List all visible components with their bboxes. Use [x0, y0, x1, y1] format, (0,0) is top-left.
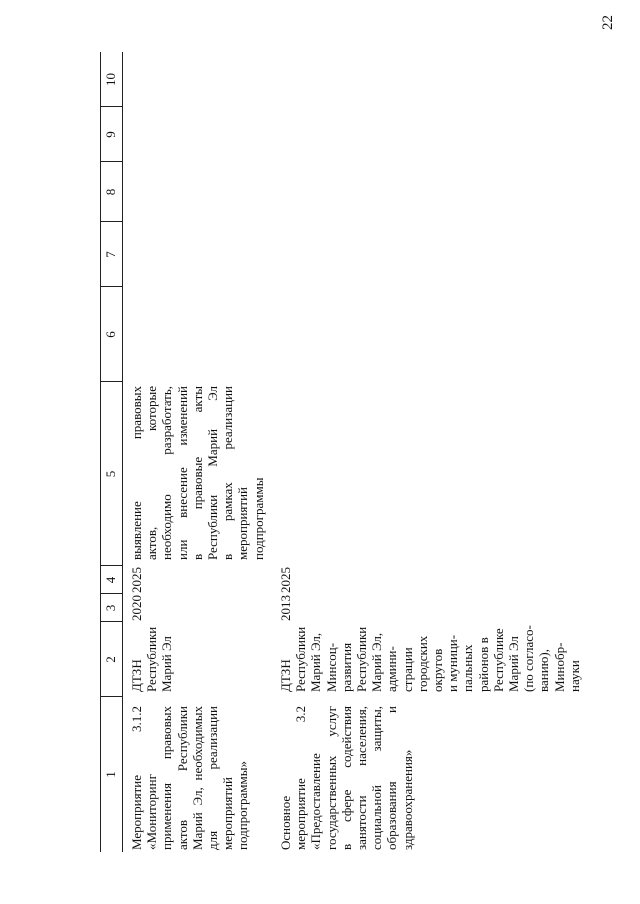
text-line: Республики	[144, 626, 160, 692]
text-line: Марий Эл	[159, 636, 175, 692]
column-number-7: 7	[103, 251, 118, 258]
column-number-10: 10	[103, 73, 118, 86]
row1-measure-name	[129, 706, 254, 850]
text-line: подпрограммы»	[235, 761, 251, 850]
text-line: мероприятий	[220, 777, 236, 850]
text-line: Марий Эл, необходимых	[189, 706, 205, 850]
column-number-9: 9	[103, 131, 118, 138]
row2-start-year: 2013	[278, 595, 293, 621]
text-line: админи-	[384, 646, 400, 692]
text-line: мероприятий	[235, 487, 251, 560]
row2-measure-name	[278, 706, 418, 850]
text-line: ванию),	[536, 649, 552, 692]
text-line: выявление правовых	[129, 386, 144, 560]
text-line: (по согласо-	[521, 625, 537, 692]
column-number-8: 8	[103, 188, 118, 196]
text-line: «Предоставление	[308, 753, 324, 850]
text-line: Республики Марий Эл	[205, 386, 221, 560]
row1-start-year: 2020	[129, 595, 144, 621]
text-line: пальных	[460, 644, 476, 692]
document-table	[100, 52, 640, 852]
text-line: для реализации	[205, 706, 221, 850]
text-line: страции	[399, 647, 415, 692]
text-line: округов	[430, 648, 446, 692]
text-line: образования и	[384, 706, 400, 850]
text-line: Основное	[278, 795, 293, 850]
text-line: занятости населения,	[354, 706, 370, 850]
header-divider	[122, 52, 123, 852]
row1-executor	[129, 620, 189, 692]
text-line: мероприятие 3.2	[293, 706, 309, 850]
text-line: и муници-	[445, 634, 461, 692]
text-line: Мероприятие 3.1.2	[129, 706, 144, 850]
text-line: ДТЗН	[129, 659, 144, 692]
page-number: 22	[600, 15, 616, 30]
text-line: районов в	[475, 637, 491, 692]
text-line: «Мониторинг	[144, 774, 160, 850]
text-line: подпрограммы	[250, 477, 266, 560]
text-line: Республики	[293, 626, 309, 692]
text-line: развития	[338, 642, 354, 692]
text-line: в правовые акты	[189, 386, 205, 560]
text-line: Республики	[354, 626, 370, 692]
column-number-3: 3	[103, 604, 118, 612]
text-line: Минсоц-	[323, 642, 339, 692]
text-line: в сфере содействия	[338, 706, 354, 850]
row2-executor	[278, 620, 588, 692]
row2-end-year: 2025	[278, 567, 293, 593]
text-line: Минобр-	[551, 642, 567, 692]
text-line: социальной защиты,	[369, 706, 385, 850]
text-line: в рамках реализации	[220, 386, 236, 560]
text-line: или внесение изменений	[174, 386, 190, 560]
row1-end-year: 2025	[129, 567, 144, 593]
text-line: применения правовых	[159, 706, 175, 850]
text-line: науки	[566, 660, 582, 692]
text-line: здравоохранения»	[399, 749, 415, 850]
text-line: Республике	[490, 628, 506, 692]
column-number-4: 4	[103, 576, 118, 584]
text-line: Марий Эл,	[369, 632, 385, 692]
text-line: актов Республики	[174, 706, 190, 850]
text-line: государственных услуг	[323, 706, 339, 850]
text-line: Марий Эл,	[308, 632, 324, 692]
column-number-6: 6	[103, 331, 118, 338]
column-number-1: 1	[103, 771, 118, 778]
text-line: актов, которые	[144, 386, 160, 560]
text-line: ДТЗН	[278, 659, 293, 692]
column-number-2: 2	[103, 656, 118, 663]
column-number-5: 5	[103, 470, 118, 478]
row1-expected-result	[129, 386, 269, 560]
text-line: Марий Эл	[506, 636, 522, 692]
text-line: необходимо разработать,	[159, 386, 175, 560]
text-line: городских	[414, 635, 430, 692]
